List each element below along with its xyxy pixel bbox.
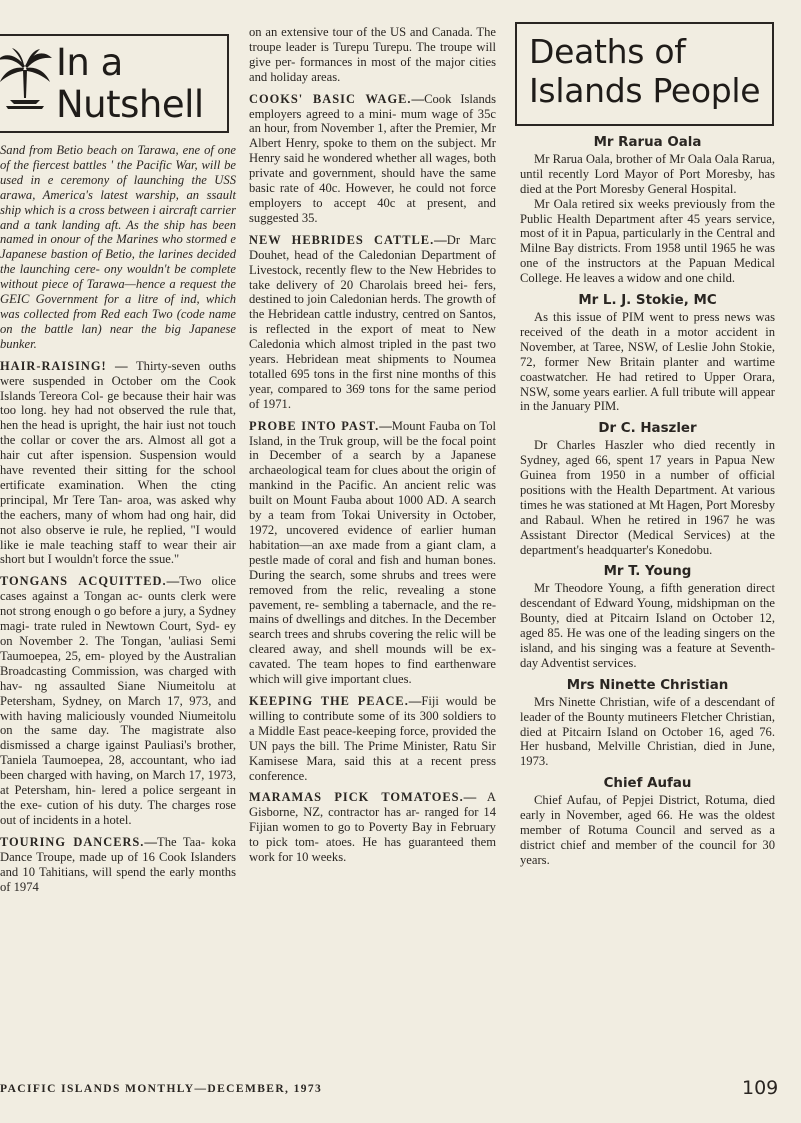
news-item-line: Ratu Sir Kamisese Mara, said this	[249, 738, 496, 768]
intro-line: piece of Tarawa—hence a request	[41, 277, 217, 292]
news-item-line: out of incidents in a hotel.	[0, 812, 132, 827]
news-item-line: earthenware which will give important	[249, 657, 496, 687]
news-item-line: atoes. He has guaranteed them work	[249, 835, 496, 865]
obituary-name: Mr L. J. Stokie, MC	[578, 293, 717, 309]
continued-paragraph	[249, 25, 496, 85]
news-item-line: hen the head is upright, the hair	[0, 418, 163, 433]
news-item-body	[249, 790, 496, 865]
news-item-line: archaeological team for clues about	[249, 463, 430, 478]
news-item	[249, 419, 496, 687]
news-item-line: ng assaulted Siane Niumeitolu at	[34, 678, 236, 693]
intro-line: arawa, America's latest warship, an	[0, 187, 200, 202]
intro-line: onour of the Marines who stormed	[50, 232, 227, 247]
news-item-line: Albert Henry, spoke to them on the	[249, 136, 434, 151]
news-item-line: March 17, 1973, at Petersham, hin-	[0, 768, 237, 798]
deaths-title-line2: Islands People	[529, 71, 761, 110]
news-item-line: not force employers to accept 40c	[249, 181, 496, 210]
news-item-line: covering the relic will be cleared	[249, 627, 496, 657]
news-item-line: relic, revealing a stone pavement, re-	[249, 582, 496, 612]
palm-tree-icon	[0, 46, 54, 116]
nutshell-title	[56, 42, 204, 126]
news-item-body	[249, 92, 496, 226]
nutshell-title-line2: Nutshell	[56, 83, 204, 126]
news-item-line: eachers, many of whom had	[19, 507, 166, 522]
nutshell-header-box	[0, 34, 229, 133]
intro-line: e Japanese bastion of Betio, the	[0, 232, 236, 262]
intro-line: e ceremony of launching the USS	[47, 172, 236, 187]
obituary-entry	[520, 422, 775, 557]
nutshell-intro	[0, 143, 236, 352]
news-item-separator: —	[411, 91, 425, 106]
news-item-line: made from a giant clam, a pestle	[249, 537, 496, 567]
news-item-line: the origin of mankind in the Pacific.	[249, 463, 496, 493]
news-item-headline: COOKS' BASIC WAGE.	[249, 91, 412, 106]
intro-line: ene of one of the fiercest battles	[0, 143, 236, 172]
news-item-line: ie male teaching staff to wear their	[24, 537, 217, 552]
news-item	[0, 835, 236, 895]
news-item-line: lered a police sergeant in the exe-	[0, 783, 236, 812]
news-item-line: Poverty Bay in February to pick tom-	[249, 820, 496, 850]
continued-text	[249, 25, 496, 85]
news-item-body	[0, 574, 236, 827]
news-item-separator: —	[166, 574, 180, 589]
news-item-line: ie rule, he replied, "I would like	[0, 522, 236, 552]
news-item-line: iad been charged with having, on	[0, 753, 237, 783]
news-item-line: a team from Tokai University in	[268, 508, 447, 523]
news-item-line: olice cases against a Tongan ac-	[0, 574, 236, 604]
news-item-line: ispension. Suspension would have	[0, 448, 237, 478]
continued-line: Turepu. The troupe will give per-	[249, 39, 496, 69]
news-item-line: subject. Mr Henry said he wondered	[249, 136, 496, 166]
news-item-line: pays the bill. The Prime Minister,	[271, 738, 449, 753]
news-item-line: ouths were suspended in October	[0, 358, 236, 388]
obituary-name: Chief Aufau	[603, 776, 692, 792]
news-item-headline: TONGANS ACQUITTED.	[0, 574, 167, 589]
news-item-line: koka Dance Troupe, made up of	[0, 834, 237, 864]
news-item-line: cavated. The team hopes to find	[249, 657, 428, 672]
obituary-paragraph: Chief Aufau, of Pepjei District, Rotuma, died early in November, aged 66. He was the oldest member of Rotuma Council and served as a district chief and member of the council for 30 years.	[520, 793, 775, 867]
news-item-line: Department of Livestock, recently	[249, 247, 496, 277]
news-item-line: An ancient relic was built on Mount	[249, 478, 496, 508]
intro-line: ony wouldn't be complete without	[0, 262, 236, 292]
news-item-line: Taumoepea, 28, accountant, who	[42, 753, 216, 768]
obituary-paragraph: Mr Oala retired six weeks previously from the Public Health Department after 45 years service, most of it in Papua, particularly in the Central and Milne Bay districts. From 1958 until 1965 he was one of the instructors at the Papuan Medical College. He leaves a widow and one child.	[520, 196, 775, 286]
news-item-first-word: Mount	[391, 418, 426, 433]
obituary-name: Mrs Ninette Christian	[566, 677, 729, 693]
news-item-first-word: Dr	[446, 232, 461, 247]
news-item-line: ertificate examination. When the	[0, 477, 197, 492]
column-3	[520, 136, 775, 876]
obituary-entry	[520, 294, 775, 414]
news-item-line: will spend the early months of 1974	[0, 864, 236, 894]
column-1-articles	[0, 359, 236, 895]
news-item-line: tons in the first nine months of this	[313, 366, 496, 381]
news-item-line: Fauba about 1000 AD. A search by	[249, 493, 496, 523]
intro-paragraph	[0, 143, 236, 352]
news-item-line: Commission, was charged with hav-	[0, 663, 236, 693]
intro-line: ssault ship which is a cross between	[0, 187, 236, 217]
news-item-line: New Caledonia which almost tripled	[249, 322, 496, 352]
obituary-paragraph: Mr Theodore Young, a fifth generation direct descendant of Edward Young, midshipman on the Bounty, died at Pitcairn Island on October 12, aged 85. He was one of the leading singers on the island, and his singing was a feature at Seventh-day Adventist services.	[520, 581, 775, 670]
obituary-entry	[520, 679, 775, 769]
intro-line: larines decided the launching cere-	[0, 247, 237, 277]
column-2	[249, 25, 496, 865]
continued-line: formances in most of the major cities	[299, 54, 496, 69]
news-item-headline: KEEPING THE PEACE.	[249, 693, 409, 708]
news-item-line: basic rate of 40c. However, he could	[249, 181, 445, 196]
obituary-entry	[520, 777, 775, 867]
deaths-header-box	[515, 22, 774, 126]
news-item-line: cattle industry, centred on Santos, is	[249, 307, 496, 337]
news-item-line: fers, destined to join Caledonian	[249, 277, 496, 307]
news-item-separator: —	[144, 834, 158, 849]
news-item	[249, 92, 496, 226]
news-item-line: the December search trees and shrubs	[249, 612, 496, 642]
column-1	[0, 34, 236, 894]
obituary-paragraph: Dr Charles Haszler who died recently in Sydney, aged 66, spent 17 years in Papua New Guinea from 1950 in a number of official positions with the Health Department. At various times he was stationed at Mt Hagen, Port Moresby and Rabaul. When he retired in 1967 he was Assistant Director (Medical Services) at the department's headquarter's Konedobu.	[520, 438, 775, 557]
news-item-line: 16 Cook Islanders and 10 Tahitians,	[0, 849, 236, 879]
news-item	[0, 359, 236, 568]
news-item-line: government, should have the same	[312, 166, 496, 181]
continued-line: on an extensive tour of the US and	[249, 25, 429, 39]
news-item-line: iust not touch the collar or cover the	[0, 418, 236, 448]
intro-line: each Two (code name on the battle	[0, 306, 236, 336]
obituary-paragraph: Mr Rarua Oala, brother of Mr Oala Oala Rarua, until recently Lord Mayor of Port Moresby, has died at the Port Moresby General Hospital.	[520, 151, 775, 196]
news-item	[249, 694, 496, 783]
intro-line: ind, which was collected from Red	[0, 292, 236, 321]
news-item-body	[0, 359, 236, 568]
news-item	[249, 790, 496, 865]
news-item-line: The magistrate also dismissed a charge	[0, 723, 236, 753]
news-item-line: made of coral and fish and human	[282, 552, 460, 567]
news-item-line: 'auliasi Semi Taumoepea, 25, em-	[0, 634, 236, 663]
obituary-paragraph: Mrs Ninette Christian, wife of a descendant of leader of the Bounty mutineers Fletcher Christian, died at Pitcairn Island on October 16, aged 76. Her husband, Melville Christian, died in June, 1973.	[520, 694, 775, 769]
news-item-line: October, 1972, uncovered evidence of	[249, 508, 496, 537]
news-item-line: same period of 1971.	[249, 381, 496, 411]
news-item-line: Marc Douhet, head of the Caledonian	[249, 232, 496, 262]
news-item-line: ge because their hair was too long.	[0, 388, 237, 418]
news-item-line: and trees were removed from the	[249, 567, 496, 597]
news-item-line: would be willing to contribute some	[249, 693, 496, 723]
news-item-line: bones. During the search, some shrubs	[249, 552, 496, 582]
news-item-line: delivery of 20 Charolais breed hei-	[276, 277, 468, 292]
news-item-line: ey on November 2. The Tongan,	[0, 619, 237, 648]
news-item-line: for 10 weeks.	[278, 850, 347, 865]
news-item-line: shipments to Noumea totalled 695	[249, 352, 496, 381]
news-item-line: group, will be the focal point in	[249, 433, 496, 463]
news-item-line: om the Cook Islands Tereora Col-	[0, 373, 236, 403]
footer-masthead: PACIFIC ISLANDS MONTHLY—DECEMBER, 1973	[0, 1083, 323, 1095]
news-item-line: o go before a jury, a Sydney magi-	[0, 604, 236, 634]
news-item-line: at present, and suggested 35.	[249, 195, 496, 225]
news-item-headline: HAIR-RAISING!	[0, 358, 107, 373]
news-item-line: hey had not observed the rule that,	[51, 403, 236, 418]
news-item-line: herds. The growth of the Hebridean	[249, 292, 496, 322]
continued-line: Canada. The troupe leader is Turepu	[249, 25, 496, 54]
obituary-paragraph: As this issue of PIM went to press news was received of the death in a motor accident in November, at Taree, NSW, of Leslie John Stokie, 72, former New Britain planter and wartime coastwatcher. He had retired to Upper Orara, NSW, some years earlier. A full tribute will appear in the January PIM.	[520, 309, 775, 414]
news-item	[249, 233, 496, 412]
news-item-line: vounded Niumeitolu on the same day.	[0, 708, 236, 738]
news-item-separator: —	[408, 693, 422, 708]
news-item-line: of its 300 soldiers to a Middle East	[249, 708, 496, 738]
news-item-line: sembling a tabernacle, and the re-	[322, 597, 497, 612]
news-item-first-word: Thirty-seven	[135, 358, 201, 373]
news-item-line: mum wage of 35c an hour, from	[249, 106, 496, 136]
news-item-headline: NEW HEBRIDES CATTLE.	[249, 232, 435, 247]
intro-line: Sand from Betio beach on Tarawa,	[0, 143, 179, 157]
news-item-line: ong hair, did not also observe	[0, 507, 236, 537]
news-item-line: mains of dwellings and ditches. In	[249, 612, 423, 627]
intro-line: i aircraft carrier and a tank landing	[0, 202, 236, 232]
news-item	[0, 574, 236, 827]
obituary-name: Mr T. Young	[603, 564, 692, 580]
news-item-line: year, compared to 369 tons for the	[249, 381, 430, 396]
news-item-line: away, and shell mounds will be ex-	[292, 642, 496, 657]
news-item-separator: —	[434, 232, 447, 247]
continued-line: and holiday areas.	[249, 69, 341, 84]
nutshell-title-line1: In a	[56, 41, 123, 84]
news-item-line: ssue."	[149, 552, 180, 567]
news-item-line: reflected in the export of meat to	[265, 322, 464, 337]
news-item-line: at a recent press conference.	[249, 753, 497, 783]
news-item-line: cting principal, Mr Tere Tan-	[0, 477, 236, 507]
intro-line: lan) near the big Japanese bunker.	[0, 321, 236, 351]
news-item-headline: TOURING DANCERS.	[0, 834, 145, 849]
column-2-articles	[249, 92, 496, 865]
news-item-line: 973, and with having maliciously	[0, 693, 236, 723]
news-item-line: ars. Almost all got a hair cut after	[0, 433, 236, 463]
news-item-line: whether all wages, both private and	[249, 151, 497, 181]
news-item-line: ounts clerk were not strong enough	[0, 589, 236, 619]
news-item-body	[249, 694, 496, 783]
news-item-line: Islands employers agreed to a mini-	[249, 91, 496, 121]
intro-line: aft. As the ship has been named in	[0, 217, 236, 247]
news-item-line: air short but I wouldn't force the	[0, 537, 236, 567]
news-item-body	[249, 233, 496, 412]
news-item-first-word: The Taa-	[157, 834, 206, 849]
deaths-title-line1: Deaths of	[529, 32, 686, 71]
news-item-line: revented their sitting for the school	[32, 463, 236, 478]
news-item-line: Petersham, Sydney, on March 17,	[0, 693, 183, 708]
intro-line: ' the Pacific War, will be used in	[0, 157, 236, 187]
news-item-first-word: Cook	[424, 91, 452, 106]
intro-line: the GEIC Government for a litre of	[0, 277, 236, 307]
news-item-separator: —	[379, 418, 392, 433]
news-item-line: ranged for 14 Fijian women to go to	[249, 805, 496, 835]
page-number: 109	[742, 1077, 779, 1099]
news-item-body	[0, 835, 236, 895]
news-item-line: A Gisborne, NZ, contractor has ar-	[249, 790, 496, 820]
news-item-headline: MARAMAS PICK TOMATOES.	[249, 790, 464, 805]
news-item-line: flew to the New Hebrides to take	[249, 262, 497, 292]
news-item-headline: PROBE INTO PAST.	[249, 418, 380, 433]
news-item-line: ployed by the Australian Broadcasting	[0, 648, 236, 678]
news-item-line: trate ruled in Newtown Court, Syd-	[33, 619, 220, 634]
news-item-line: igainst Pauliasi's brother, Taniela	[0, 738, 237, 768]
news-item-line: November 1, after the Premier, Mr	[320, 121, 496, 136]
news-item-line: December of a search by a Japanese	[269, 448, 497, 463]
news-item-separator: —	[106, 358, 136, 373]
deaths-title	[517, 24, 772, 110]
news-item-line: in the past two years. Hebridean meat	[249, 337, 496, 367]
news-item-line: Fauba on Tol Island, in the Truk	[249, 418, 496, 448]
obituary-entry	[520, 565, 775, 670]
obituary-entry	[520, 136, 775, 286]
obituary-name: Dr C. Haszler	[598, 421, 697, 437]
news-item-first-word: Two	[179, 574, 202, 589]
news-item-line: earlier human habitation—an axe	[249, 523, 496, 552]
news-item-first-word: Fiji	[421, 693, 439, 708]
obituary-name: Mr Rarua Oala	[593, 135, 702, 150]
news-item-line: clues.	[382, 672, 412, 687]
news-item-line: peace-keeping force, provided the UN	[249, 723, 496, 753]
news-item-line: aroa, was asked why the	[0, 492, 237, 522]
news-item-line: cution of his duty. The charges rose	[46, 797, 236, 812]
news-item-separator: —	[463, 790, 477, 805]
news-item-body	[249, 419, 496, 687]
